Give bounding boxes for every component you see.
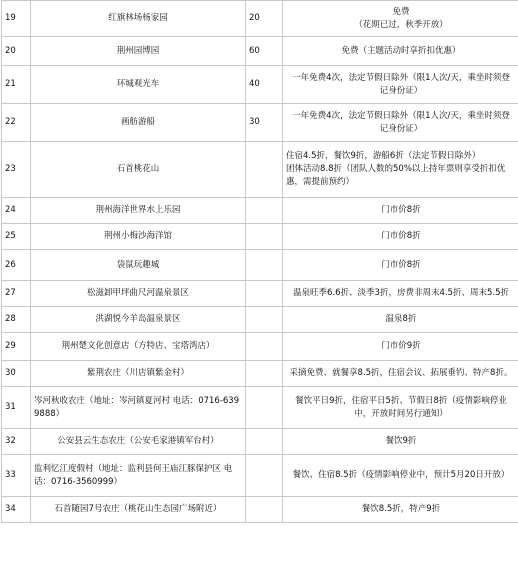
table-row xyxy=(2,333,518,361)
venue-name: 荆州海洋世界水上乐园 xyxy=(31,198,246,224)
policy-line: 惠，需提前预约） xyxy=(286,177,355,187)
policy-line: 餐饮平日9折，住宿平日5折、节假日8折（疫情影响停业 xyxy=(295,395,507,406)
discount-policy xyxy=(283,1,518,37)
policy-line: 门市价8折 xyxy=(381,259,421,270)
ticket-price: 40 xyxy=(246,66,283,104)
policy-line: 餐饮9折 xyxy=(385,436,417,446)
policy-line: 住宿4.5折，餐饮9折，游船6折（法定节假日除外） xyxy=(286,151,481,161)
ticket-price: 60 xyxy=(246,37,283,66)
row-number: 27 xyxy=(2,281,31,307)
discount-policy xyxy=(283,250,518,281)
discount-policy xyxy=(283,224,518,250)
row-number: 25 xyxy=(2,224,31,250)
table-row xyxy=(2,429,518,455)
discount-policy xyxy=(283,281,518,307)
row-number: 28 xyxy=(2,307,31,333)
policy-line: 一年免费4次，法定节假日除外（限1人次/天，乘坐时须登 xyxy=(292,72,510,83)
row-number: 20 xyxy=(2,37,31,66)
row-number: 31 xyxy=(2,387,31,429)
policy-line: 采摘免费、就餐享8.5折，住宿会议、拓展垂钓、特产8折。 xyxy=(289,368,513,378)
discount-policy xyxy=(283,455,518,497)
venue-name: 石首随园7号农庄（桃花山生态园广场附近） xyxy=(31,497,246,523)
policy-line: 门市价8折 xyxy=(381,231,421,241)
venue-name: 公安县云生态农庄（公安毛家港镇军台村） xyxy=(31,429,246,455)
ticket-price xyxy=(246,142,283,198)
row-number: 21 xyxy=(2,66,31,104)
policy-line: 一年免费4次，法定节假日除外（限1人次/天，乘坐时须登 xyxy=(292,110,510,121)
table-row xyxy=(2,1,518,37)
venue-name: 洪湖悦今羊岛温泉景区 xyxy=(31,307,246,333)
table-row xyxy=(2,37,518,66)
ticket-price xyxy=(246,455,283,497)
policy-line: （花期已过，秋季开放） xyxy=(354,19,448,30)
table-row xyxy=(2,455,518,497)
ticket-price xyxy=(246,307,283,333)
table-row xyxy=(2,198,518,224)
policy-line: 记身份证） xyxy=(379,85,423,96)
ticket-price xyxy=(246,387,283,429)
table-row xyxy=(2,250,518,281)
discount-policy xyxy=(283,104,518,142)
row-number: 32 xyxy=(2,429,31,455)
table-row xyxy=(2,142,518,198)
venue-name: 荆州园博园 xyxy=(31,37,246,66)
venue-name: 监利忆江度假村（地址：监利县何王庙江豚保护区 电话：0716-3560999） xyxy=(31,455,246,497)
table-row xyxy=(2,497,518,523)
venue-name: 荆州楚文化创意店（方特店、宝塔湾店） xyxy=(31,333,246,361)
policy-line: 餐饮、住宿8.5折（疫情影响停业中，预计5月20日开放） xyxy=(292,470,510,480)
discount-policy xyxy=(283,142,518,198)
venue-name: 松滋卸甲坪曲尺河温泉景区 xyxy=(31,281,246,307)
ticket-price xyxy=(246,198,283,224)
venue-name: 袋鼠玩趣城 xyxy=(31,250,246,281)
discount-policy xyxy=(283,333,518,361)
table-row xyxy=(2,66,518,104)
policy-line: 免费 xyxy=(392,6,410,17)
policy-line: 温泉8折 xyxy=(385,314,417,324)
policy-line: 免费（主题活动时享折扣优惠） xyxy=(341,45,461,56)
ticket-price: 20 xyxy=(246,1,283,37)
discount-policy xyxy=(283,361,518,387)
policy-line: 门市价9折 xyxy=(381,341,421,351)
policy-line: 中，开放时间另行通知） xyxy=(354,408,448,419)
row-number: 26 xyxy=(2,250,31,281)
row-number: 34 xyxy=(2,497,31,523)
policy-line: 记身份证） xyxy=(379,123,423,134)
policy-line: 温泉旺季6.6折、淡季3折，房费非周末4.5折、周末5.5折 xyxy=(293,288,509,298)
ticket-price xyxy=(246,250,283,281)
venue-name: 荆州小梅沙海洋馆 xyxy=(31,224,246,250)
ticket-price xyxy=(246,429,283,455)
table-row xyxy=(2,224,518,250)
row-number: 29 xyxy=(2,333,31,361)
row-number: 24 xyxy=(2,198,31,224)
ticket-price xyxy=(246,497,283,523)
discount-policy xyxy=(283,66,518,104)
row-number: 30 xyxy=(2,361,31,387)
row-number: 22 xyxy=(2,104,31,142)
table-row xyxy=(2,307,518,333)
policy-line: 团体活动8.8折（团队人数的50%以上持年票则享受折扣优 xyxy=(286,164,506,174)
discount-policy xyxy=(283,497,518,523)
row-number: 23 xyxy=(2,142,31,198)
discount-policy xyxy=(283,387,518,429)
venue-name: 石首桃花山 xyxy=(31,142,246,198)
table-row xyxy=(2,104,518,142)
ticket-price xyxy=(246,224,283,250)
ticket-price xyxy=(246,281,283,307)
discount-policy xyxy=(283,37,518,66)
ticket-price: 30 xyxy=(246,104,283,142)
table-row xyxy=(2,387,518,429)
policy-line: 餐饮8.5折，特产9折 xyxy=(361,504,441,514)
discount-table xyxy=(1,0,518,523)
discount-policy xyxy=(283,198,518,224)
venue-name: 画舫游船 xyxy=(31,104,246,142)
venue-name: 红旗林场杨家园 xyxy=(31,1,246,37)
ticket-price xyxy=(246,361,283,387)
policy-line: 门市价8折 xyxy=(381,205,421,215)
discount-policy xyxy=(283,307,518,333)
table-row xyxy=(2,281,518,307)
ticket-price xyxy=(246,333,283,361)
venue-name: 岑河秋收农庄（地址：岑河镇夏河村 电话：0716-639 9888） xyxy=(31,387,246,429)
venue-name: 环城观光车 xyxy=(31,66,246,104)
table-row xyxy=(2,361,518,387)
discount-policy xyxy=(283,429,518,455)
row-number: 33 xyxy=(2,455,31,497)
venue-name: 紫荆农庄（川店镇紫金村） xyxy=(31,361,246,387)
row-number: 19 xyxy=(2,1,31,37)
